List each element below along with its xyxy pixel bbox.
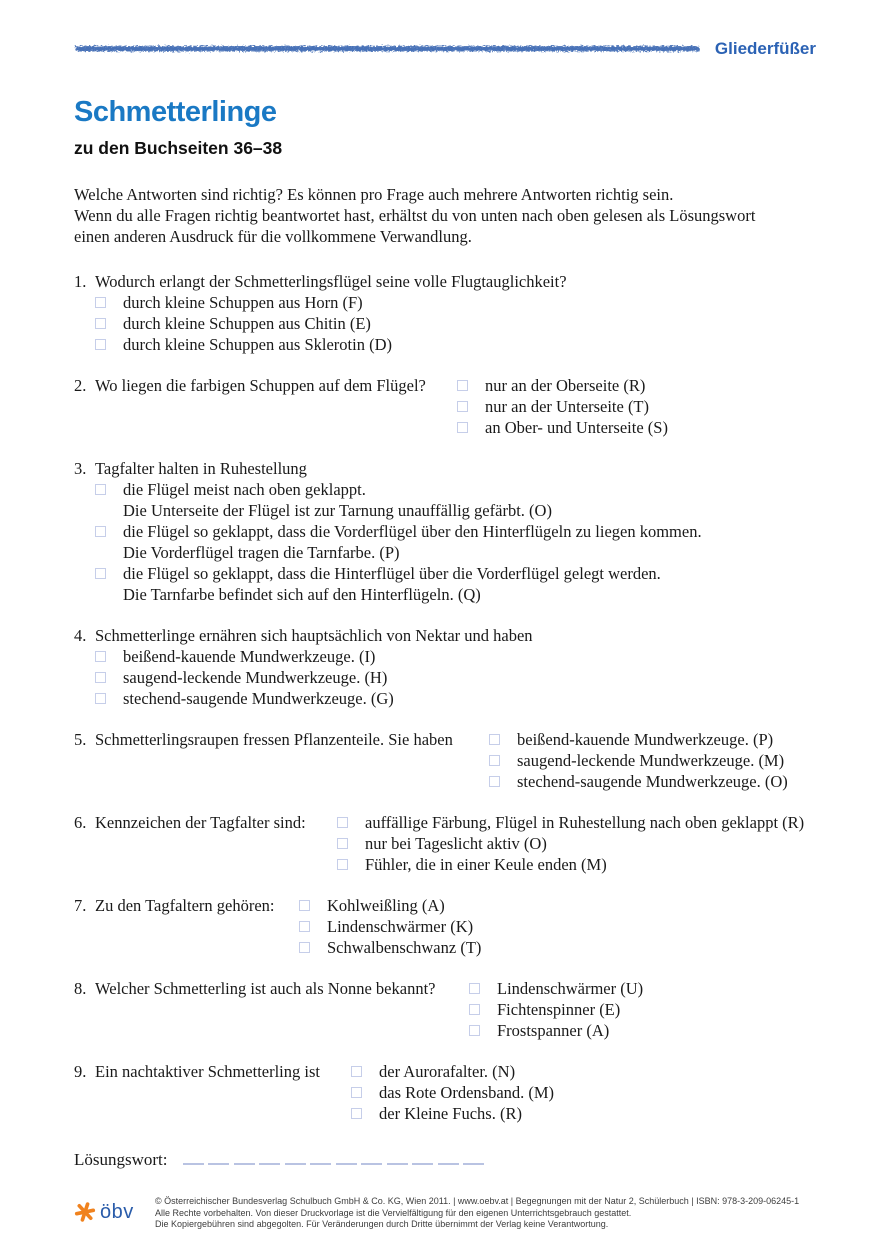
solution-blank-line	[208, 1163, 229, 1165]
question-number: 8.	[74, 979, 87, 998]
page-title: Schmetterlinge	[74, 96, 277, 128]
checkbox[interactable]	[351, 1108, 362, 1119]
footer-copyright	[155, 1196, 799, 1231]
checkbox[interactable]	[457, 380, 468, 391]
checkbox[interactable]	[469, 1004, 480, 1015]
option-row	[469, 978, 816, 999]
option-label	[123, 563, 661, 605]
checkbox[interactable]	[457, 401, 468, 412]
option-label: durch kleine Schuppen aus Chitin (E)	[123, 314, 371, 333]
checkbox[interactable]	[469, 983, 480, 994]
option-row	[489, 729, 816, 750]
question-head	[74, 625, 816, 646]
option-row	[469, 1020, 816, 1041]
option-row	[337, 833, 816, 854]
question-number: 9.	[74, 1062, 87, 1081]
checkbox[interactable]	[489, 734, 500, 745]
option-label: das Rote Ordensband. (M)	[379, 1083, 555, 1102]
option-row	[457, 417, 816, 438]
footer-line: © Österreichischer Bundesverlag Schulbuch GmbH & Co. KG, Wien 2011. | www.oebv.at | Begegnungen mit der Natur 2, Schülerbuch | ISBN: 978-3-209-06245-1	[155, 1196, 800, 1206]
question-4	[74, 625, 816, 709]
intro-line: Welche Antworten sind richtig? Es können pro Frage auch mehrere Antworten richtig sein.	[74, 185, 674, 204]
question-3	[74, 458, 816, 605]
question-6	[74, 812, 816, 875]
option-row	[489, 771, 816, 792]
question-text: Kennzeichen der Tagfalter sind:	[95, 813, 306, 832]
question-head	[74, 458, 816, 479]
checkbox[interactable]	[351, 1066, 362, 1077]
checkbox[interactable]	[95, 672, 106, 683]
option-label: Lindenschwärmer (K)	[327, 917, 474, 936]
checkbox[interactable]	[299, 942, 310, 953]
solution-word-label: Lösungswort:	[74, 1150, 168, 1169]
question-number: 4.	[74, 626, 87, 645]
checkbox[interactable]	[95, 651, 106, 662]
question-text: Schmetterlingsraupen fressen Pflanzenteile. Sie haben	[95, 730, 453, 749]
solution-blank-line	[183, 1163, 204, 1165]
intro-paragraph	[74, 184, 816, 247]
solution-blank-line	[387, 1163, 408, 1165]
checkbox[interactable]	[95, 568, 106, 579]
solution-blank-line	[259, 1163, 280, 1165]
option-label: durch kleine Schuppen aus Horn (F)	[123, 293, 363, 312]
option-group	[351, 1061, 816, 1124]
footer-line: Alle Rechte vorbehalten. Von dieser Druckvorlage ist die Vervielfältigung für den eigenen Unterrichtsgebrauch gestattet.	[155, 1207, 632, 1218]
solution-blank-line	[412, 1163, 433, 1165]
question-text: Ein nachtaktiver Schmetterling ist	[95, 1062, 320, 1081]
checkbox[interactable]	[95, 318, 106, 329]
option-row	[337, 854, 816, 875]
option-row	[457, 396, 816, 417]
option-label: Kohlweißling (A)	[327, 896, 445, 915]
option-label: Frostspanner (A)	[497, 1021, 610, 1040]
solution-blank-line	[361, 1163, 382, 1165]
obv-logo-text: öbv	[100, 1200, 134, 1223]
option-label: nur bei Tageslicht aktiv (O)	[365, 834, 547, 853]
option-row	[95, 563, 816, 605]
option-label: beißend-kauende Mundwerkzeuge. (P)	[517, 730, 774, 749]
option-line: Die Tarnfarbe befindet sich auf den Hinterflügeln. (Q)	[123, 585, 481, 604]
intro-line: einen anderen Ausdruck für die vollkommene Verwandlung.	[74, 227, 472, 246]
option-row	[299, 895, 816, 916]
solution-blank-line	[285, 1163, 306, 1165]
option-label: Fichtenspinner (E)	[497, 1000, 621, 1019]
question-text: Wodurch erlangt der Schmetterlingsflügel seine volle Flugtauglichkeit?	[95, 272, 567, 291]
option-label: an Ober- und Unterseite (S)	[485, 418, 668, 437]
page-header	[74, 38, 816, 60]
question-list	[74, 271, 816, 1124]
option-label: Lindenschwärmer (U)	[497, 979, 644, 998]
option-line: Die Unterseite der Flügel ist zur Tarnung unauffällig gefärbt. (O)	[123, 501, 552, 520]
option-group	[469, 978, 816, 1041]
checkbox[interactable]	[337, 838, 348, 849]
option-line: die Flügel meist nach oben geklappt.	[123, 480, 366, 499]
option-group	[457, 375, 816, 438]
option-row	[337, 812, 816, 833]
crayon-band-decoration	[74, 42, 701, 56]
checkbox[interactable]	[469, 1025, 480, 1036]
option-row	[95, 479, 816, 521]
checkbox[interactable]	[95, 693, 106, 704]
solution-blank-line	[234, 1163, 255, 1165]
intro-line: Wenn du alle Fragen richtig beantwortet hast, erhältst du von unten nach oben gelesen als Lösungswort	[74, 206, 756, 225]
question-1	[74, 271, 816, 355]
chapter-label: Gliederfüßer	[714, 39, 816, 58]
solution-blank-line	[336, 1163, 357, 1165]
option-row	[457, 375, 816, 396]
option-row	[95, 646, 816, 667]
option-label: stechend-saugende Mundwerkzeuge. (O)	[517, 772, 788, 791]
question-number: 6.	[74, 813, 87, 832]
question-number: 1.	[74, 272, 87, 291]
question-text: Welcher Schmetterling ist auch als Nonne bekannt?	[95, 979, 436, 998]
question-5	[74, 729, 816, 792]
question-number: 5.	[74, 730, 87, 749]
solution-blanks[interactable]	[183, 1151, 485, 1165]
option-row	[469, 999, 816, 1020]
option-label: saugend-leckende Mundwerkzeuge. (H)	[123, 668, 388, 687]
obv-logo-star-icon	[74, 1200, 96, 1224]
option-label: nur an der Oberseite (R)	[485, 376, 646, 395]
option-label: Schwalbenschwanz (T)	[327, 938, 482, 957]
option-row	[299, 916, 816, 937]
option-row	[95, 292, 816, 313]
solution-blank-line	[310, 1163, 331, 1165]
checkbox[interactable]	[351, 1087, 362, 1098]
question-number: 2.	[74, 376, 87, 395]
option-label: beißend-kauende Mundwerkzeuge. (I)	[123, 647, 376, 666]
checkbox[interactable]	[489, 776, 500, 787]
solution-blank-line	[463, 1163, 484, 1165]
footer-line: Die Kopiergebühren sind abgegolten. Für Veränderungen durch Dritte übernimmt der Verlag keine Verantwortung.	[155, 1219, 609, 1229]
checkbox[interactable]	[95, 526, 106, 537]
option-row	[95, 521, 816, 563]
solution-blank-line	[438, 1163, 459, 1165]
option-row	[95, 688, 816, 709]
checkbox[interactable]	[95, 339, 106, 350]
option-row	[95, 334, 816, 355]
question-number: 3.	[74, 459, 87, 478]
question-text: Tagfalter halten in Ruhestellung	[95, 459, 307, 478]
question-2	[74, 375, 816, 438]
option-line: die Flügel so geklappt, dass die Vorderflügel über den Hinterflügeln zu liegen kommen.	[123, 522, 702, 541]
checkbox[interactable]	[457, 422, 468, 433]
checkbox[interactable]	[337, 859, 348, 870]
option-label: saugend-leckende Mundwerkzeuge. (M)	[517, 751, 785, 770]
checkbox[interactable]	[489, 755, 500, 766]
checkbox[interactable]	[337, 817, 348, 828]
option-row	[299, 937, 816, 958]
option-label: durch kleine Schuppen aus Sklerotin (D)	[123, 335, 392, 354]
question-text: Schmetterlinge ernähren sich hauptsächlich von Nektar und haben	[95, 626, 533, 645]
option-label	[123, 521, 702, 563]
page-subtitle: zu den Buchseiten 36–38	[74, 138, 283, 158]
option-label: Fühler, die in einer Keule enden (M)	[365, 855, 607, 874]
option-label	[123, 479, 552, 521]
option-row	[95, 667, 816, 688]
option-row	[351, 1103, 816, 1124]
option-row	[351, 1082, 816, 1103]
option-row	[489, 750, 816, 771]
option-label: der Aurorafalter. (N)	[379, 1062, 516, 1081]
question-7	[74, 895, 816, 958]
option-group	[337, 812, 816, 875]
checkbox[interactable]	[299, 900, 310, 911]
checkbox[interactable]	[95, 297, 106, 308]
option-label: auffällige Färbung, Flügel in Ruhestellung nach oben geklappt (R)	[365, 813, 805, 832]
page-footer	[74, 1196, 850, 1231]
option-line: die Flügel so geklappt, dass die Hinterflügel über die Vorderflügel gelegt werden.	[123, 564, 661, 583]
option-row	[95, 313, 816, 334]
checkbox[interactable]	[299, 921, 310, 932]
question-8	[74, 978, 816, 1041]
option-line: Die Vorderflügel tragen die Tarnfarbe. (P)	[123, 543, 400, 562]
option-group	[299, 895, 816, 958]
question-head	[74, 271, 816, 292]
question-text: Zu den Tagfaltern gehören:	[95, 896, 275, 915]
option-group	[489, 729, 816, 792]
obv-logo	[74, 1200, 155, 1224]
option-label: stechend-saugende Mundwerkzeuge. (G)	[123, 689, 394, 708]
option-row	[351, 1061, 816, 1082]
question-text: Wo liegen die farbigen Schuppen auf dem Flügel?	[95, 376, 426, 395]
checkbox[interactable]	[95, 484, 106, 495]
option-label: nur an der Unterseite (T)	[485, 397, 650, 416]
solution-word-row	[74, 1150, 816, 1170]
question-number: 7.	[74, 896, 87, 915]
option-label: der Kleine Fuchs. (R)	[379, 1104, 522, 1123]
question-9	[74, 1061, 816, 1124]
